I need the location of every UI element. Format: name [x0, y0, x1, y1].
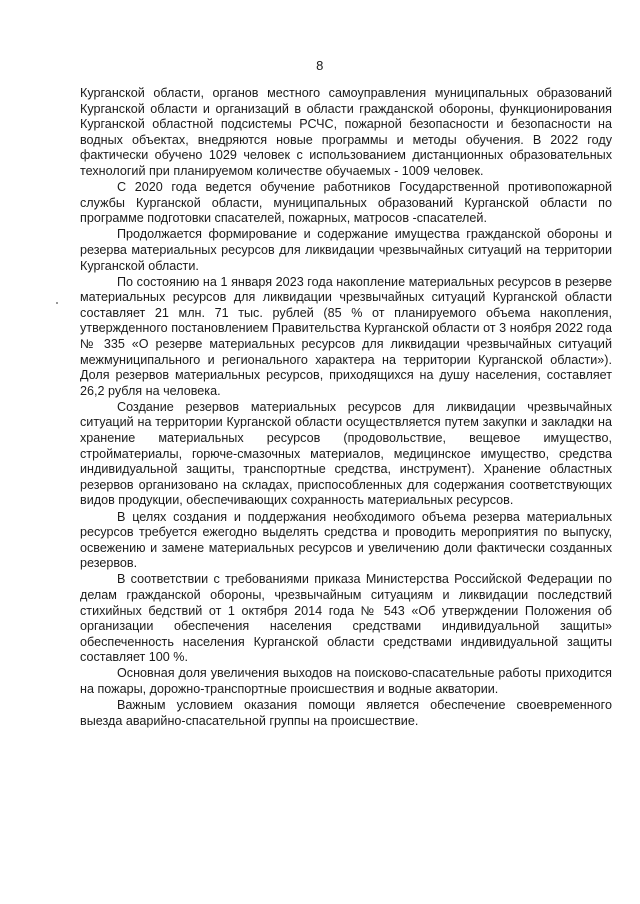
paragraph-civil-defense-property: Продолжается формирование и содержание имущества гражданской обороны и резерва материальных ресурсов для ликвидации чрезвычайных ситуаций на территории Курганской области.	[80, 227, 612, 273]
paragraph-training-workers: С 2020 года ведется обучение работников Государственной противопожарной службы Курганской области, муниципальных образований Курганской области по программе подготовки спасателей, пожарных, матросов -спасателей.	[80, 180, 612, 226]
scan-speck	[56, 302, 58, 304]
paragraph-protective-equipment: В соответствии с требованиями приказа Министерства Российской Федерации по делам гражданской обороны, чрезвычайным ситуациям и ликвидации последствий стихийных бедствий от 1 октября 2014 года № 543 «Об утверждении Положения об организации обеспечения населения средствами индивидуальной защиты» обеспеченность населения Курганской области средствами индивидуальной защиты составляет 100 %.	[80, 572, 612, 665]
page-number: 8	[316, 58, 324, 73]
paragraph-reserve-status: По состоянию на 1 января 2023 года накопление материальных ресурсов в резерве материальных ресурсов для ликвидации чрезвычайных ситуаций Курганской области составляет 21 млн. 71 тыс. рублей (85 % от планируемого объема накопления, утвержденного постановлением Правительства Курганской области от 3 ноября 2022 года № 335 «О резерве материальных ресурсов для ликвидации чрезвычайных ситуаций межмуниципального и регионального характера на территории Курганской области»). Доля резервов материальных ресурсов, приходящихся на душу населения, составляет 26,2 рубля на человека.	[80, 274, 612, 398]
paragraph-rescue-group-departure: Важным условием оказания помощи является обеспечение своевременного выезда аварийно-спасательной группы на происшествие.	[80, 698, 612, 728]
paragraph-reserve-maintenance: В целях создания и поддержания необходимого объема резерва материальных ресурсов требуется ежегодно выделять средства и проводить мероприятия по выпуску, освежению и замене материальных ресурсов и увеличению доли фактически созданных резервов.	[80, 509, 612, 571]
paragraph-continuation: Курганской области, органов местного самоуправления муниципальных образований Курганской области и организаций в области гражданской обороны, функционирования Курганской областной подсистемы РСЧС, пожарной безопасности и безопасности на водных объектах, внедряются новые программы и методы обучения. В 2022 году фактически обучено 1029 человек с использованием дистанционных образовательных технологий при планируемом количестве обучаемых - 1009 человек.	[80, 86, 612, 178]
paragraph-rescue-operations: Основная доля увеличения выходов на поисково-спасательные работы приходится на пожары, дорожно-транспортные происшествия и водные акватории.	[80, 666, 612, 697]
document-body	[80, 86, 612, 730]
paragraph-reserve-creation: Создание резервов материальных ресурсов для ликвидации чрезвычайных ситуаций на территории Курганской области осуществляется путем закупки и закладки на хранение материальных ресурсов (продовольствие, вещевое имущество, стройматериалы, горюче-смазочных материалов, медицинское имущество, средства индивидуальной защиты, транспортные средства, инструмент). Хранение областных резервов организовано на складах, приспособленных для содержания соответствующих видов продукции, обеспечивающих сохранность материальных ресурсов.	[80, 399, 612, 508]
